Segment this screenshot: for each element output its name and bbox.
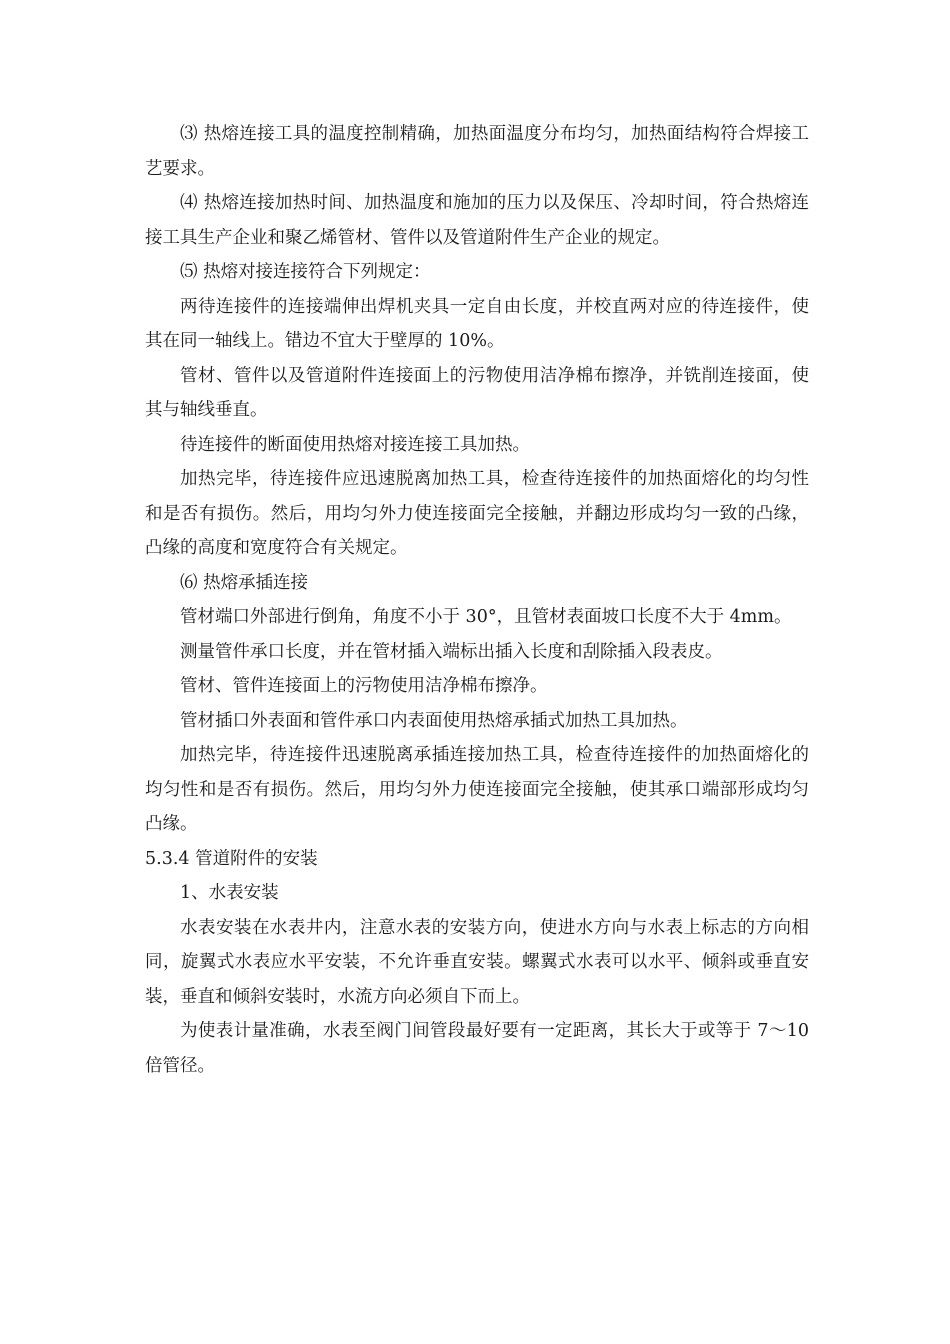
paragraph: ⑶ 热熔连接工具的温度控制精确，加热面温度分布均匀，加热面结构符合焊接工艺要求。 xyxy=(145,124,809,179)
paragraph: 测量管件承口长度，并在管材插入端标出插入长度和刮除插入段表皮。 xyxy=(180,641,723,662)
paragraph: 加热完毕，待连接件应迅速脱离加热工具，检查待连接件的加热面熔化的均匀性和是否有损伤。然后，用均匀外力使连接面完全接触，并翻边形成均匀一致的凸缘，凸缘的高度和宽度符合有关规定。 xyxy=(145,469,809,558)
paragraph: 加热完毕，待连接件迅速脱离承插连接加热工具，检查待连接件的加热面熔化的均匀性和是否有损伤。然后，用均匀外力使连接面完全接触，使其承口端部形成均匀凸缘。 xyxy=(145,745,809,834)
paragraph: 两待连接件的连接端伸出焊机夹具一定自由长度，并校直两对应的待连接件，使其在同一轴线上。错边不宜大于壁厚的 10%。 xyxy=(145,296,809,351)
paragraph: 待连接件的断面使用热熔对接连接工具加热。 xyxy=(180,434,530,455)
subsection-heading: 1、水表安装 xyxy=(180,883,279,903)
paragraph: 管材插口外表面和管件承口内表面使用热熔承插式加热工具加热。 xyxy=(180,710,688,731)
paragraph: ⑹ 热熔承插连接 xyxy=(180,572,309,593)
document-body xyxy=(145,117,809,1083)
paragraph: 为使表计量准确，水表至阀门间管段最好要有一定距离，其长大于或等于 7～10 倍管径。 xyxy=(145,1021,809,1076)
paragraph: ⑷ 热熔连接加热时间、加热温度和施加的压力以及保压、冷却时间，符合热熔连接工具生产企业和聚乙烯管材、管件以及管道附件生产企业的规定。 xyxy=(145,193,809,248)
section-heading: 5.3.4 管道附件的安装 xyxy=(145,848,318,869)
paragraph: 管材、管件以及管道附件连接面上的污物使用洁净棉布擦净，并铣削连接面，使其与轴线垂直。 xyxy=(145,365,809,420)
paragraph: 管材端口外部进行倒角，角度不小于 30°，且管材表面坡口长度不大于 4mm。 xyxy=(180,607,792,627)
paragraph: 水表安装在水表井内，注意水表的安装方向，使进水方向与水表上标志的方向相同，旋翼式水表应水平安装，不允许垂直安装。螺翼式水表可以水平、倾斜或垂直安装，垂直和倾斜安装时，水流方向必须自下而上。 xyxy=(145,917,809,1007)
paragraph: 管材、管件连接面上的污物使用洁净棉布擦净。 xyxy=(180,676,548,696)
paragraph: ⑸ 热熔对接连接符合下列规定： xyxy=(180,262,431,282)
